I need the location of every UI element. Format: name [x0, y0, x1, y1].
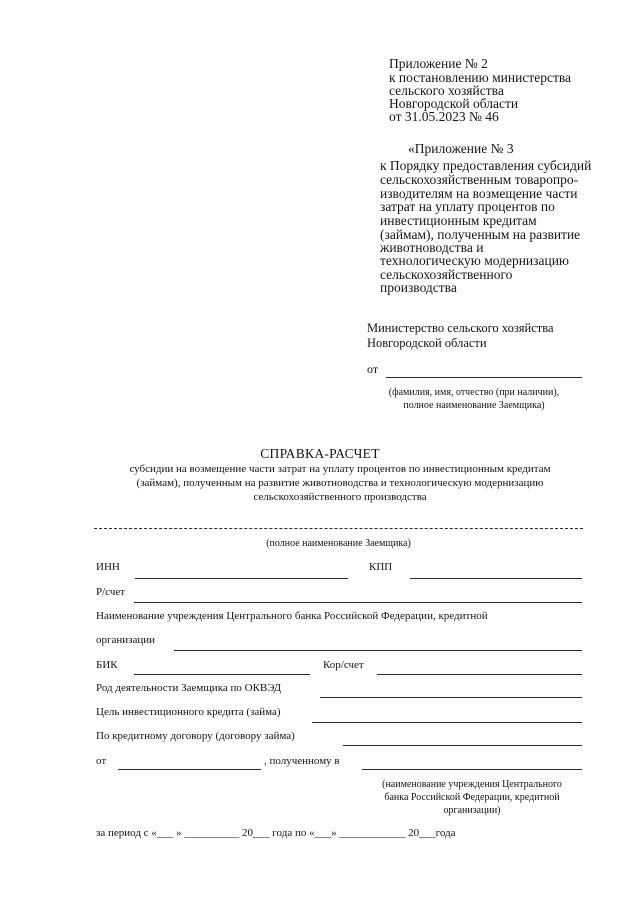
appendix-3-line: технологическую модернизацию	[380, 253, 570, 268]
okved-label: Род деятельности Заемщика по ОКВЭД	[96, 682, 282, 694]
form-subtitle: субсидии на возмещение части затрат на уплату процентов по инвестиционным кредитам	[129, 463, 551, 475]
corr-account-field[interactable]	[377, 674, 582, 675]
appendix-2-line: Новгородской области	[389, 96, 519, 111]
agreement-from-label: от	[96, 755, 107, 767]
form-subtitle: сельскохозяйственного производства	[253, 491, 427, 503]
appendix-3-line: производства	[380, 280, 457, 295]
from-caption: (фамилия, имя, отчество (при наличии),	[388, 387, 560, 398]
bik-label: БИК	[96, 659, 118, 671]
agreement-label: По кредитному договору (договору займа)	[96, 730, 295, 742]
inn-label: ИНН	[96, 561, 120, 573]
kpp-field[interactable]	[410, 578, 582, 579]
agreement-field[interactable]	[343, 745, 582, 746]
appendix-3-line: изводителям на возмещение части	[380, 186, 578, 201]
appendix-3-line: затрат на уплату процентов по	[380, 199, 555, 214]
bank-label: Наименование учреждения Центрального банка Российской Федерации, кредитной	[96, 610, 488, 622]
inn-field[interactable]	[135, 578, 348, 579]
bik-field[interactable]	[134, 674, 310, 675]
account-field[interactable]	[134, 602, 582, 603]
appendix-2-line: к постановлению министерства	[389, 70, 572, 85]
from-label: от	[367, 362, 379, 376]
appendix-2-line: Приложение № 2	[389, 56, 488, 71]
from-name-line[interactable]	[386, 377, 582, 378]
appendix-3-line: сельскохозяйственного	[380, 267, 513, 282]
appendix-2-line: сельского хозяйства	[389, 83, 504, 98]
received-label: , полученному в	[264, 755, 340, 767]
agreement-date-field[interactable]	[118, 769, 261, 770]
bank-label-cont: организации	[96, 634, 156, 646]
form-title: СПРАВКА-РАСЧЕТ	[260, 446, 380, 461]
addressee-line: Министерство сельского хозяйства	[367, 321, 554, 335]
received-caption: организации)	[443, 805, 501, 816]
appendix-3-line: к Порядку предоставления субсидий	[380, 158, 592, 173]
purpose-label: Цель инвестиционного кредита (займа)	[96, 706, 281, 718]
appendix-3-title: «Приложение № 3	[408, 141, 514, 156]
account-label: Р/счет	[96, 586, 126, 598]
kpp-label: КПП	[369, 561, 393, 573]
appendix-3-line: (займам), полученным на развитие	[380, 227, 581, 242]
appendix-2-date-number: от 31.05.2023 № 46	[389, 109, 499, 124]
purpose-field[interactable]	[312, 722, 582, 723]
borrower-name-line[interactable]	[94, 528, 583, 529]
period-line[interactable]: за период с «___ » __________ 20___ года по «___» ____________ 20___года	[96, 827, 456, 839]
appendix-3-line: инвестиционным кредитам	[380, 213, 537, 228]
appendix-3-line: животноводства и	[380, 240, 484, 255]
received-caption: (наименование учреждения Центрального	[382, 779, 562, 790]
corr-account-label: Кор/счет	[323, 659, 364, 671]
from-caption: полное наименование Заемщика)	[403, 400, 545, 411]
bank-field[interactable]	[174, 650, 582, 651]
received-bank-field[interactable]	[362, 769, 582, 770]
okved-field[interactable]	[320, 697, 582, 698]
addressee-line: Новгородской области	[367, 336, 487, 350]
form-subtitle: (займам), полученным на развитие животноводства и технологическую модернизацию	[136, 477, 544, 489]
received-caption: банка Российской Федерации, кредитной	[384, 792, 560, 803]
borrower-caption: (полное наименование Заемщика)	[266, 538, 411, 549]
appendix-3-line: сельскохозяйственным товаропро-	[380, 172, 579, 187]
